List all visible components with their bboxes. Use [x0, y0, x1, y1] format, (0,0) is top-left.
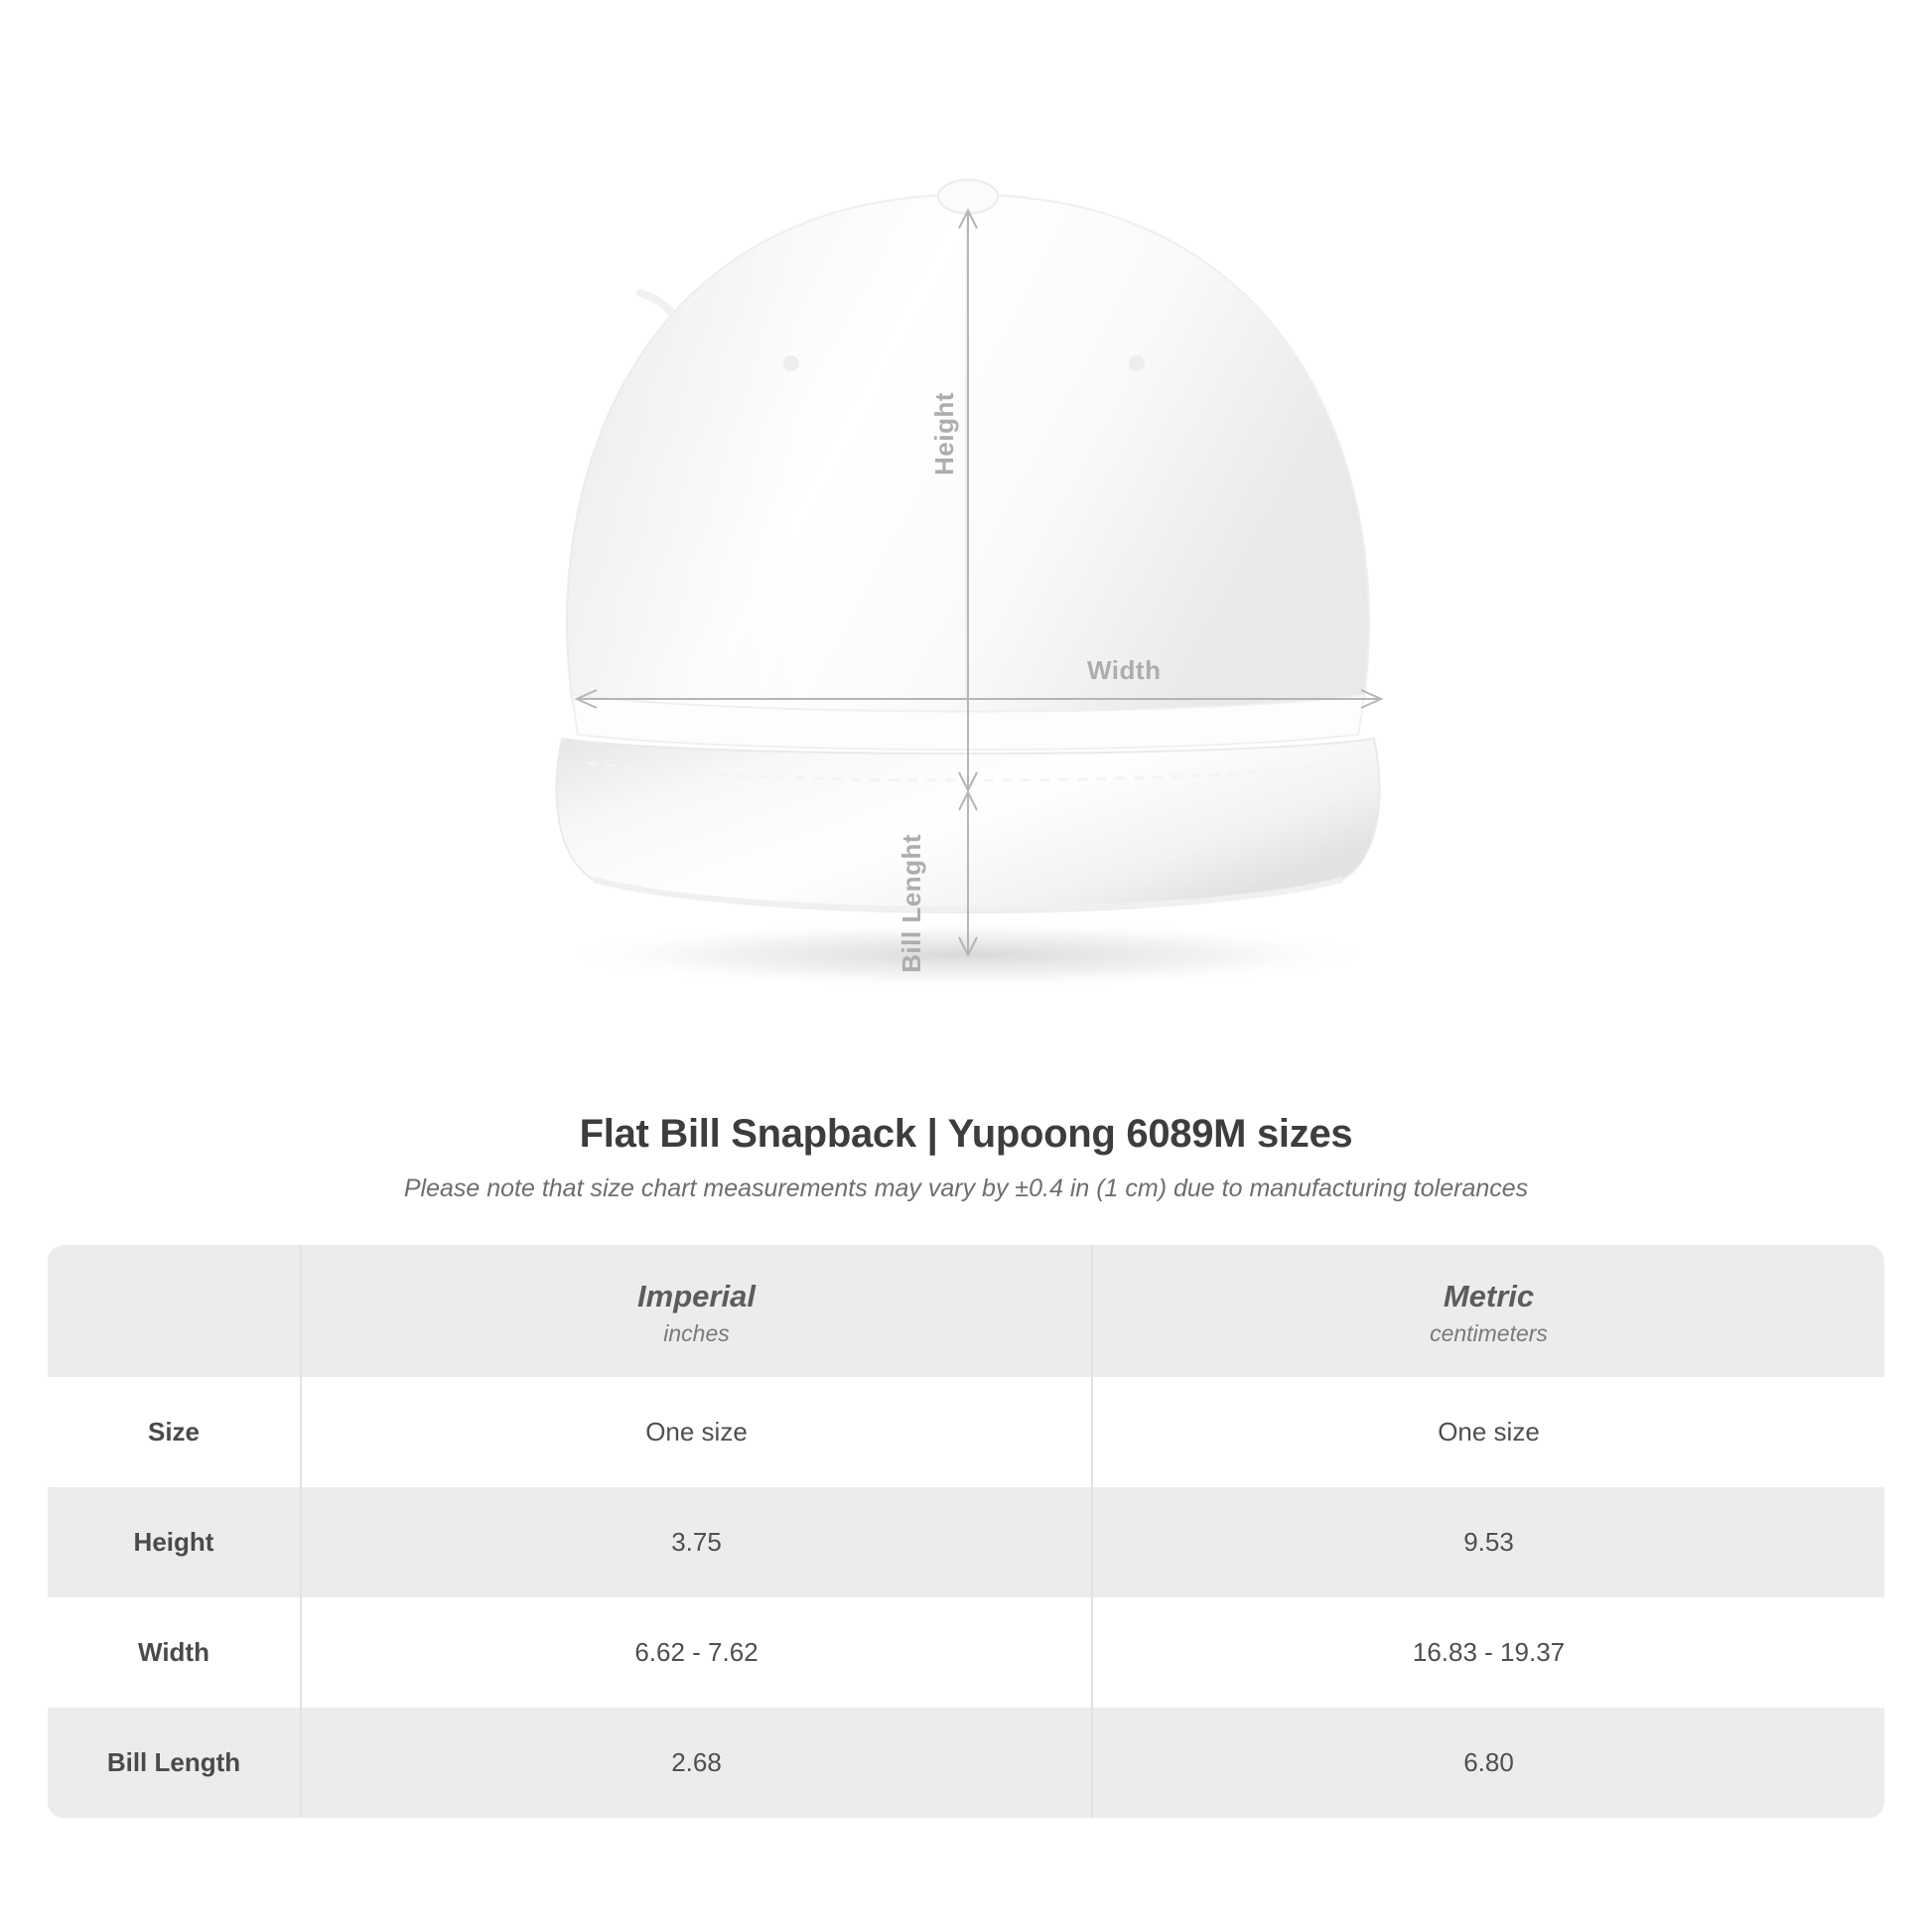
- tolerance-note: Please note that size chart measurements may vary by ±0.4 in (1 cm) due to manufacturing tolerances: [403, 1174, 1529, 1202]
- table-row: [48, 1708, 1884, 1818]
- cell-bill-length-imperial: 2.68: [301, 1708, 1092, 1818]
- table-header-row: [48, 1245, 1884, 1377]
- row-label-size: Size: [147, 1417, 201, 1447]
- cell-width-imperial: 6.62 - 7.62: [301, 1597, 1092, 1708]
- header-imperial-label: Imperial: [637, 1279, 756, 1313]
- dimension-label-width: Width: [1087, 655, 1162, 685]
- row-label-height: Height: [48, 1487, 301, 1597]
- header-metric-sub: centimeters: [1430, 1320, 1548, 1346]
- page-title: Flat Bill Snapback | Yupoong 6089M sizes: [579, 1112, 1353, 1156]
- size-table: [48, 1245, 1884, 1818]
- dimension-label-height: Height: [929, 392, 959, 476]
- row-label-width: Width: [138, 1637, 209, 1667]
- header-metric-label: Metric: [1443, 1279, 1535, 1313]
- cell-width-metric: 16.83 - 19.37: [1092, 1597, 1884, 1708]
- header-cell-metric: [1092, 1245, 1884, 1377]
- dimension-label-bill-length: [898, 834, 925, 973]
- row-label-bill-length: Bill Length: [48, 1708, 301, 1818]
- cell-height-imperial: 3.75: [301, 1487, 1092, 1597]
- size-table-wrapper: [48, 1245, 1884, 1818]
- header-cell-imperial: [301, 1245, 1092, 1377]
- cell-height-metric: 9.53: [1092, 1487, 1884, 1597]
- caption-block: [0, 1112, 1932, 1203]
- cell-bill-length-metric: 6.80: [1092, 1708, 1884, 1818]
- cell-size-metric: One size: [1092, 1377, 1884, 1487]
- header-cell-blank: [48, 1245, 301, 1377]
- table-row: [48, 1597, 1884, 1708]
- table-row: [48, 1487, 1884, 1597]
- bill-label-line1: Bill: [897, 930, 926, 973]
- cell-size-imperial: One size: [301, 1377, 1092, 1487]
- table-row: [48, 1377, 1884, 1487]
- bill-label-line2: Lenght: [897, 834, 926, 923]
- header-imperial-sub: inches: [663, 1320, 730, 1346]
